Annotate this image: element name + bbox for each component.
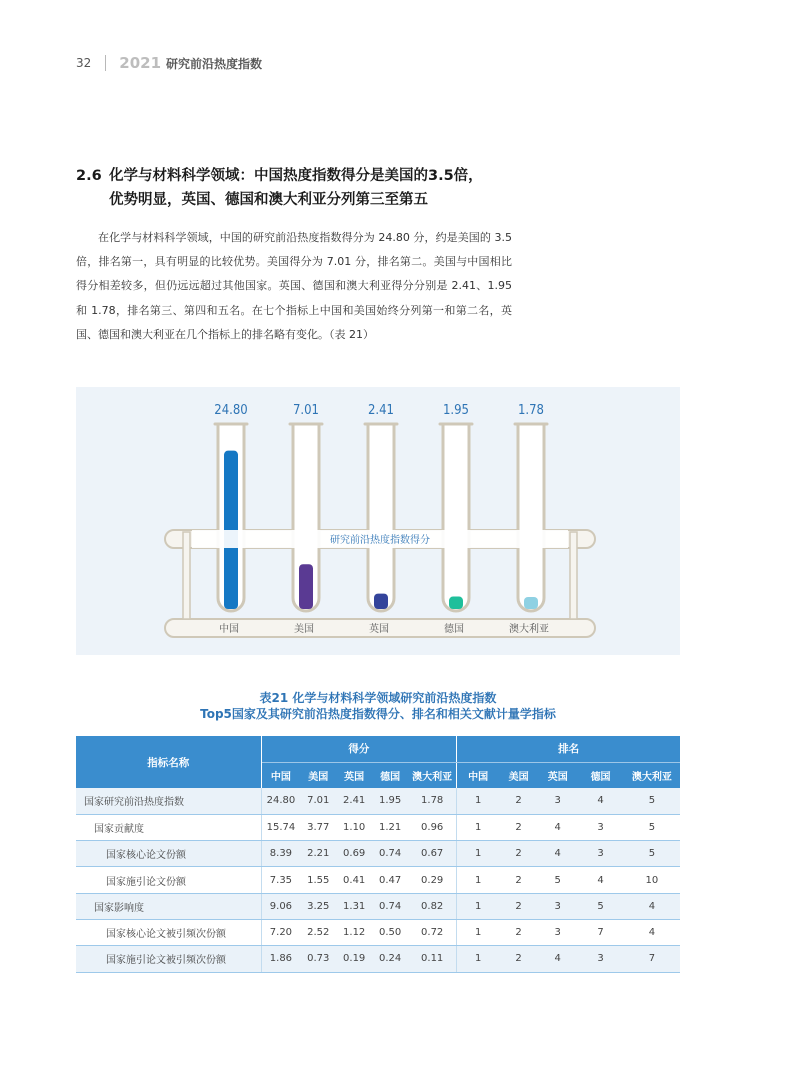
score-cell: 1.21 [372, 814, 408, 840]
score-cell: 0.96 [408, 814, 457, 840]
data-label: 1.78 [517, 403, 545, 418]
indicator-name: 国家施引论文份额 [76, 867, 261, 893]
score-cell: 2.21 [300, 841, 336, 867]
section-heading [76, 164, 726, 212]
table-row [76, 841, 680, 867]
chart-svg [76, 387, 680, 655]
rank-cell: 3 [577, 841, 624, 867]
header-divider [105, 55, 106, 71]
rank-cell: 2 [499, 946, 538, 972]
rank-cell: 5 [624, 788, 680, 814]
score-cell: 7.20 [261, 919, 300, 945]
score-cell: 8.39 [261, 841, 300, 867]
rank-cell: 1 [457, 867, 499, 893]
table-row [76, 919, 680, 945]
rank-cell: 7 [577, 919, 624, 945]
rank-cell: 5 [577, 893, 624, 919]
score-cell: 24.80 [261, 788, 300, 814]
score-cell: 3.77 [300, 814, 336, 840]
score-cell: 0.47 [372, 867, 408, 893]
tubes-layer [215, 424, 547, 611]
score-cell: 7.35 [261, 867, 300, 893]
score-cell: 0.41 [336, 867, 372, 893]
page-number: 32 [76, 56, 92, 70]
header-rank-country: 德国 [577, 762, 624, 788]
score-cell: 0.73 [300, 946, 336, 972]
table-row [76, 788, 680, 814]
data-label: 24.80 [214, 403, 248, 418]
bar-英国 [374, 594, 388, 609]
rank-cell: 4 [577, 788, 624, 814]
header-score-country: 德国 [372, 762, 408, 788]
rank-cell: 2 [499, 867, 538, 893]
score-cell: 0.74 [372, 841, 408, 867]
test-tube-chart [76, 387, 680, 655]
rack-post-right [570, 532, 577, 619]
category-label: 中国 [219, 624, 239, 635]
header-score-country: 英国 [336, 762, 372, 788]
body-paragraph: 在化学与材料科学领域，中国的研究前沿热度指数得分为 24.80 分，约是美国的 3.5 倍，排名第一，具有明显的比较优势。美国得分为 7.01 分，排名第二。美国与中国相比得分相差较多，但仍远远超过其他国家。英国、德国和澳大利亚得分分别是 2.41、1.95 和 1.78，排名第三、第四和五名。在七个指标上中国和美国始终分列第一和第二名，英国、德国和澳大利亚在几个指标上的排名略有变化。（表 21） [76, 231, 512, 341]
category-label: 英国 [369, 624, 389, 635]
section-heading-line2: 优势明显，英国、德国和澳大利亚分列第三至第五 [109, 192, 428, 208]
rank-cell: 1 [457, 788, 499, 814]
indicator-name: 国家研究前沿热度指数 [76, 788, 261, 814]
rank-cell: 5 [624, 814, 680, 840]
score-cell: 1.12 [336, 919, 372, 945]
score-cell: 1.31 [336, 893, 372, 919]
test-tube [368, 424, 394, 611]
header-score-country: 美国 [300, 762, 336, 788]
rank-cell: 2 [499, 814, 538, 840]
indicator-name: 国家施引论文被引频次份额 [76, 946, 261, 972]
test-tube [443, 424, 469, 611]
category-label: 美国 [294, 624, 314, 635]
rank-cell: 4 [538, 946, 577, 972]
table-caption-line1: 表21 化学与材料科学领域研究前沿热度指数 [259, 691, 497, 705]
rank-cell: 7 [624, 946, 680, 972]
rank-cell: 2 [499, 893, 538, 919]
running-header [76, 54, 262, 72]
data-label: 7.01 [292, 403, 320, 418]
data-label: 1.95 [442, 403, 470, 418]
rank-cell: 3 [538, 919, 577, 945]
score-cell: 7.01 [300, 788, 336, 814]
score-cell: 1.55 [300, 867, 336, 893]
header-rank-country: 美国 [499, 762, 538, 788]
rank-cell: 4 [624, 919, 680, 945]
rank-cell: 4 [577, 867, 624, 893]
rank-cell: 1 [457, 946, 499, 972]
rank-cell: 10 [624, 867, 680, 893]
table-row [76, 893, 680, 919]
table-row [76, 946, 680, 972]
rank-cell: 3 [577, 814, 624, 840]
rank-cell: 3 [538, 893, 577, 919]
score-cell: 9.06 [261, 893, 300, 919]
rank-cell: 2 [499, 841, 538, 867]
test-tube [518, 424, 544, 611]
category-label: 澳大利亚 [509, 624, 549, 635]
report-year: 2021 [119, 54, 162, 72]
indicator-name: 国家影响度 [76, 893, 261, 919]
bar-中国 [224, 451, 238, 609]
category-label: 德国 [444, 624, 464, 635]
rank-cell: 1 [457, 814, 499, 840]
score-cell: 0.82 [408, 893, 457, 919]
rank-cell: 4 [538, 841, 577, 867]
rank-cell: 1 [457, 919, 499, 945]
indicator-name: 国家核心论文份额 [76, 841, 261, 867]
bar-德国 [449, 597, 463, 609]
score-cell: 1.86 [261, 946, 300, 972]
score-cell: 1.95 [372, 788, 408, 814]
score-cell: 0.69 [336, 841, 372, 867]
header-rank-country: 澳大利亚 [624, 762, 680, 788]
rank-cell: 4 [624, 893, 680, 919]
rank-cell: 4 [538, 814, 577, 840]
header-rank-country: 英国 [538, 762, 577, 788]
section-heading-line1: 化学与材料科学领域：中国热度指数得分是美国的3.5倍， [109, 168, 483, 184]
table-row [76, 814, 680, 840]
score-cell: 3.25 [300, 893, 336, 919]
table-caption-line2: Top5国家及其研究前沿热度指数得分、排名和相关文献计量学指标 [200, 707, 556, 721]
report-title: 研究前沿热度指数 [166, 56, 263, 71]
rack-post-left [183, 532, 190, 619]
indicator-table [76, 736, 680, 973]
indicator-name: 国家核心论文被引频次份额 [76, 919, 261, 945]
indicator-name: 国家贡献度 [76, 814, 261, 840]
section-number: 2.6 [76, 168, 102, 184]
rank-cell: 2 [499, 788, 538, 814]
score-cell: 0.11 [408, 946, 457, 972]
rank-cell: 5 [538, 867, 577, 893]
bar-美国 [299, 564, 313, 609]
score-cell: 1.78 [408, 788, 457, 814]
rank-cell: 5 [624, 841, 680, 867]
score-cell: 0.19 [336, 946, 372, 972]
table-caption [76, 690, 680, 722]
data-label: 2.41 [367, 403, 395, 418]
bar-澳大利亚 [524, 597, 538, 609]
score-cell: 0.67 [408, 841, 457, 867]
header-indicator-name: 指标名称 [76, 736, 261, 788]
header-rank-group: 排名 [457, 736, 680, 762]
score-cell: 0.72 [408, 919, 457, 945]
score-cell: 0.24 [372, 946, 408, 972]
score-cell: 15.74 [261, 814, 300, 840]
table-row [76, 867, 680, 893]
score-cell: 0.74 [372, 893, 408, 919]
header-score-country: 中国 [261, 762, 300, 788]
score-cell: 0.29 [408, 867, 457, 893]
rank-cell: 3 [538, 788, 577, 814]
header-score-country: 澳大利亚 [408, 762, 457, 788]
score-cell: 1.10 [336, 814, 372, 840]
score-cell: 0.50 [372, 919, 408, 945]
rank-cell: 3 [577, 946, 624, 972]
score-cell: 2.52 [300, 919, 336, 945]
score-cell: 2.41 [336, 788, 372, 814]
header-rank-country: 中国 [457, 762, 499, 788]
chart-title: 研究前沿热度指数得分 [330, 535, 430, 546]
rank-cell: 2 [499, 919, 538, 945]
header-score-group: 得分 [261, 736, 457, 762]
rank-cell: 1 [457, 893, 499, 919]
rank-cell: 1 [457, 841, 499, 867]
